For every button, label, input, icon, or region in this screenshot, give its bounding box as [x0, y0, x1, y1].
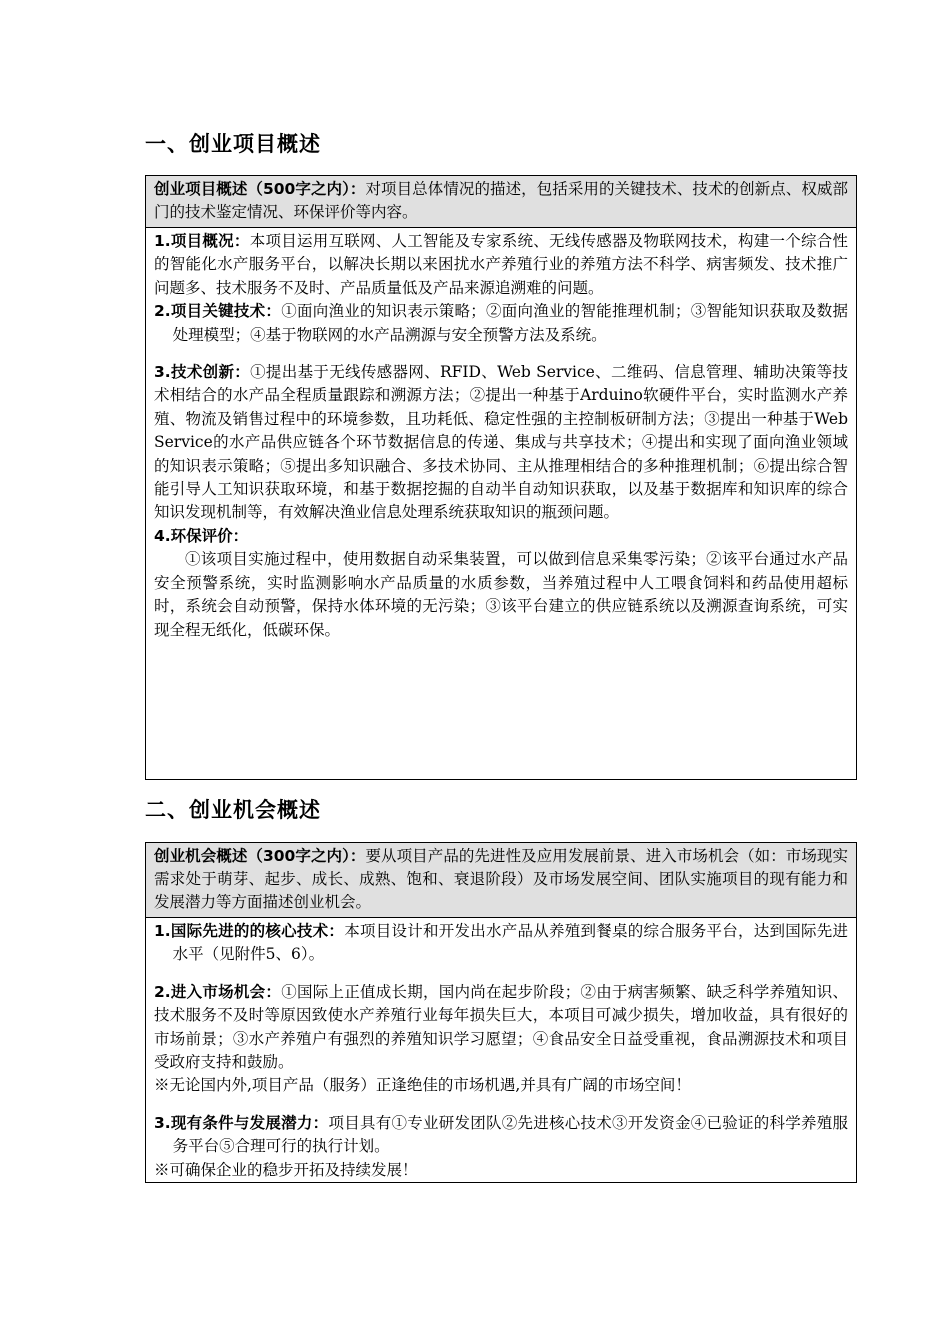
section1-header-text: 对项目总体情况的描述，包括采用的关键技术、技术的创新点、权威部门的技术鉴定情况、环保评价等内容。: [154, 180, 848, 221]
section2-header-label: 创业机会概述（300字之内）：: [154, 847, 366, 865]
s2-item-potential: [154, 1112, 848, 1159]
s1-item-eco-label-row: [154, 525, 848, 548]
section2-box-header: [146, 843, 856, 918]
section2-heading: 二、创业机会概述: [145, 798, 321, 822]
section1-box: [145, 175, 857, 780]
s1-item-key-tech-text: ①面向渔业的知识表示策略；②面向渔业的智能推理机制；③智能知识获取及数据处理模型；④基于物联网的水产品溯源与安全预警方法及系统。: [172, 302, 848, 344]
s1-item-eco-label: 4.环保评价：: [154, 526, 249, 545]
s2-item-potential-label: 3.现有条件与发展潜力：: [154, 1113, 329, 1132]
s1-item-overview-label: 1.项目概况：: [154, 232, 250, 250]
section2-header-text: 要从项目产品的先进性及应用发展前景、进入市场机会（如：市场现实需求处于萌芽、起步、成长、成熟、饱和、衰退阶段）及市场发展空间、团队实施项目的现有能力和发展潜力等方面描述创业机会。: [154, 847, 848, 911]
section1-heading: 一、创业项目概述: [145, 132, 321, 156]
s1-item-innovation: [154, 361, 848, 525]
s2-item-market-text: ①国际上正值成长期，国内尚在起步阶段；②由于病害频繁、缺乏科学养殖知识、技术服务不及时等原因致使水产养殖行业每年损失巨大，本项目可减少损失，增加收益，具有很好的市场前景；③水产养殖户有强烈的养殖知识学习愿望；④食品安全日益受重视，食品溯源技术和项目受政府支持和鼓励。: [154, 982, 848, 1072]
s2-item-market: [154, 981, 848, 1075]
s1-item-innovation-text: ①提出基于无线传感器网、RFID、Web Service、二维码、信息管理、辅助决策等技术相结合的水产品全程质量跟踪和溯源方法；②提出一种基于Arduino软硬件平台，实时监测水产养殖、物流及销售过程中的环境参数，且功耗低、稳定性强的主控制板研制方法；③提出一种基于Web Service的水产品供应链各个环节数据信息的传递、集成与共享技术；④提出和实现了面向渔业领域的知识表示策略；⑤提出多知识融合、多技术协同、主从推理相结合的多种推理机制；⑥提出综合智能引导人工知识获取环境，和基于数据挖掘的自动半自动知识获取，以及基于数据库和知识库的综合知识发现机制等，有效解决渔业信息处理系统获取知识的瓶颈问题。: [154, 363, 848, 522]
s1-item-eco-text: ①该项目实施过程中，使用数据自动采集装置，可以做到信息采集零污染；②该平台通过水产品安全预警系统，实时监测影响水产品质量的水质参数，当养殖过程中人工喂食饲料和药品使用超标时，系统会自动预警，保持水体环境的无污染；③该平台建立的供应链系统以及溯源查询系统，可实现全程无纸化，低碳环保。: [154, 550, 848, 639]
s2-item-core-tech: [154, 920, 848, 967]
s1-item-overview-text: 本项目运用互联网、人工智能及专家系统、无线传感器及物联网技术，构建一个综合性的智能化水产服务平台，以解决长期以来困扰水产养殖行业的养殖方法不科学、病害频发、技术推广问题多、技术服务不及时、产品质量低及产品来源追溯难的问题。: [154, 232, 848, 297]
section1-box-header: [146, 176, 856, 228]
section2-box-body: [146, 918, 856, 1186]
section2-box: [145, 842, 857, 1183]
s1-item-innovation-label: 3.技术创新：: [154, 363, 251, 382]
section1-header-label: 创业项目概述（500字之内）：: [154, 180, 366, 198]
s2-item-market-label: 2.进入市场机会：: [154, 982, 282, 1001]
s2-item-core-tech-label: 1.国际先进的的核心技术：: [154, 922, 345, 940]
s2-item-core-tech-text: 本项目设计和开发出水产品从养殖到餐桌的综合服务平台，达到国际先进水平（见附件5、6）。: [172, 922, 848, 964]
s1-item-key-tech: [154, 300, 848, 347]
section1-box-body: [146, 228, 856, 646]
s2-item-market-note: ※无论国内外,项目产品（服务）正逢绝佳的市场机遇,并具有广阔的市场空间！: [154, 1076, 691, 1095]
s2-item-potential-note: ※可确保企业的稳步开拓及持续发展！: [154, 1160, 418, 1179]
s1-item-key-tech-label: 2.项目关键技术：: [154, 302, 282, 321]
s2-item-potential-text: 项目具有①专业研发团队②先进核心技术③开发资金④已验证的科学养殖服务平台⑤合理可行的执行计划。: [172, 1113, 848, 1156]
s1-item-overview: [154, 230, 848, 300]
